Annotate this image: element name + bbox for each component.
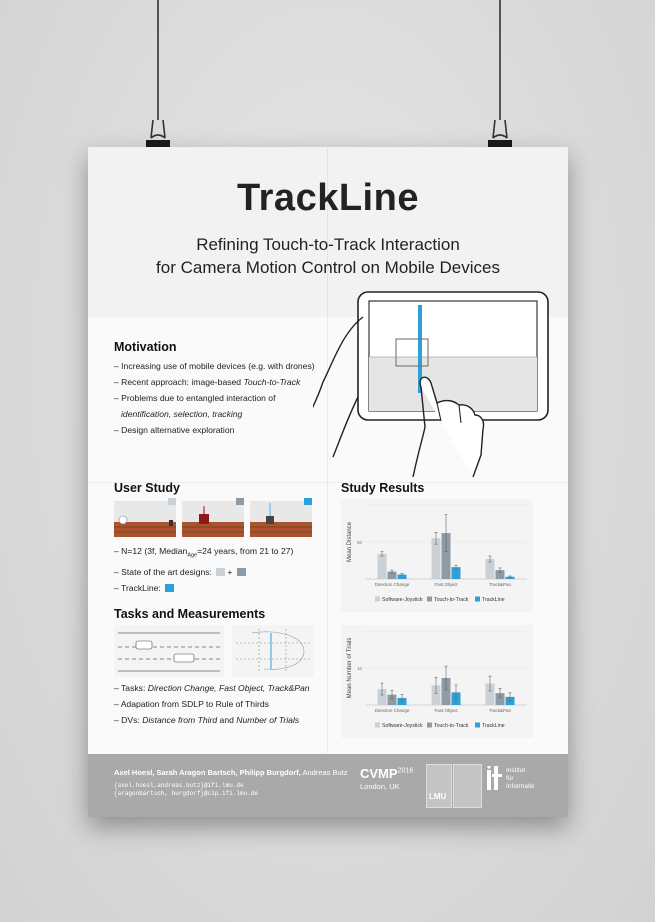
y-axis-label: Mean Distance <box>347 521 353 563</box>
tasks-item <box>114 712 310 728</box>
subtitle-line-2: for Camera Motion Control on Mobile Devices <box>156 258 500 277</box>
x-tick-label: Fast Object <box>434 582 458 587</box>
conf-year: 2016 <box>397 767 414 775</box>
x-tick-label: Direction Change <box>374 582 410 587</box>
motivation-item <box>114 406 315 422</box>
motivation-item: – Increasing use of mobile devices (e.g. with drones) <box>114 361 315 371</box>
chart-mean-distance <box>341 499 533 612</box>
screenshot-software-joystick <box>114 498 176 537</box>
institute-line-3: Informatik <box>506 783 535 790</box>
bullet-italic: Number of Trials <box>236 715 300 725</box>
chart-panel-distance <box>341 499 533 612</box>
x-tick-label: Fast Object <box>434 708 458 713</box>
conference-city: London, UK <box>360 782 400 791</box>
bullet-text: – Tasks: <box>114 683 148 693</box>
bullet-text: + <box>227 566 233 577</box>
motivation-item: – Problems due to entangled interaction of <box>114 393 276 403</box>
tasks-heading: Tasks and Measurements <box>114 607 266 621</box>
y-tick-label: 10 <box>356 666 362 671</box>
x-tick-label: Track&Pan <box>488 708 512 713</box>
university-logo-block <box>453 764 482 808</box>
swatch-touch-to-track <box>237 568 246 576</box>
legend-label: TrackLine <box>482 723 505 729</box>
task-diagrams <box>114 625 314 677</box>
footer-email-1: {axel.hoesl,andreas.butz}@ifi.lmu.de <box>114 782 244 789</box>
poster-title: TrackLine <box>237 177 419 219</box>
institute-line-2: für <box>506 775 514 782</box>
poster-subtitle <box>88 233 568 279</box>
bullet-text: – DVs: <box>114 715 143 725</box>
tasks-item <box>114 680 310 696</box>
bullet-text: – Recent approach: image-based <box>114 377 244 387</box>
footer-authors <box>114 768 348 777</box>
bullet-italic: identification, selection, tracking <box>121 409 243 419</box>
legend-label: TrackLine <box>482 597 505 603</box>
tasks-list <box>114 680 310 728</box>
legend-swatch <box>427 597 432 602</box>
user-study-screenshots <box>114 498 314 540</box>
legend-swatch <box>475 723 480 728</box>
x-tick-label: Direction Change <box>374 708 410 713</box>
hanging-wire-left <box>157 0 159 120</box>
conference-name <box>360 766 413 781</box>
user-study-heading: User Study <box>114 481 180 495</box>
conf-text: CVMP <box>360 766 398 781</box>
chart-panel-trials <box>341 625 533 738</box>
user-study-item <box>114 580 293 596</box>
user-study-item <box>114 564 293 580</box>
bullet-subscript: Age <box>187 552 198 559</box>
lmu-logo-text: LMU <box>429 792 447 801</box>
authors-bold: Axel Hoesl, Sarah Aragon Bartsch, Philipp Burgdorf, <box>114 768 301 777</box>
footer-email-2: {aragonbartsch, burgdorf}@cip.ifi.lmu.de <box>114 790 259 797</box>
screenshot-trackline <box>250 498 312 537</box>
tablet-hand-illustration <box>313 287 553 477</box>
motivation-item <box>114 374 315 390</box>
ifi-logo-icon <box>486 766 504 792</box>
tasks-item: – Adapation from SDLP to Rule of Thirds <box>114 699 269 709</box>
legend-label: Software-Joystick <box>382 723 423 729</box>
subtitle-line-1: Refining Touch-to-Track Interaction <box>196 235 460 254</box>
swatch-software-joystick <box>216 568 225 576</box>
swatch-trackline <box>165 584 174 592</box>
results-heading: Study Results <box>341 481 425 495</box>
motivation-heading: Motivation <box>114 340 177 354</box>
bullet-italic: Direction Change, Fast Object, Track&Pan <box>147 683 310 693</box>
user-study-item <box>114 543 293 564</box>
legend-label: Software-Joystick <box>382 597 423 603</box>
footer <box>88 754 568 817</box>
lmu-logo <box>426 764 452 808</box>
bullet-text: – N=12 (3f, Median <box>114 546 188 556</box>
screenshot-touch-to-track <box>182 498 244 537</box>
hanging-wire-right <box>499 0 501 120</box>
poster <box>88 147 568 817</box>
bullet-text: and <box>217 715 237 725</box>
legend-label: Touch-to-Track <box>434 597 469 603</box>
legend-swatch <box>375 723 380 728</box>
institute-name <box>506 767 535 791</box>
legend-swatch <box>427 723 432 728</box>
legend-swatch <box>375 597 380 602</box>
legend-label: Touch-to-Track <box>434 723 469 729</box>
x-tick-label: Track&Pan <box>488 582 512 587</box>
user-study-list <box>114 543 293 596</box>
institute-line-1: Institut <box>506 767 526 774</box>
legend-swatch <box>475 597 480 602</box>
bullet-text: – TrackLine: <box>114 582 161 593</box>
sdlp-diagram <box>114 625 224 677</box>
authors-rest: Andreas Butz <box>300 768 348 777</box>
rule-of-thirds-diagram <box>232 625 314 677</box>
bar <box>378 554 387 579</box>
motivation-list <box>114 358 315 438</box>
bullet-italic: Touch-to-Track <box>243 377 301 387</box>
bullet-text: – State of the art designs: <box>114 566 212 577</box>
bullet-text: =24 years, from 21 to 27) <box>197 546 294 556</box>
y-tick-label: 50 <box>356 540 362 545</box>
y-axis-label: Mean Number of Trials <box>347 637 353 699</box>
motivation-item: – Design alternative exploration <box>114 425 235 435</box>
chart-mean-trials <box>341 625 533 738</box>
bullet-italic: Distance from Third <box>142 715 218 725</box>
